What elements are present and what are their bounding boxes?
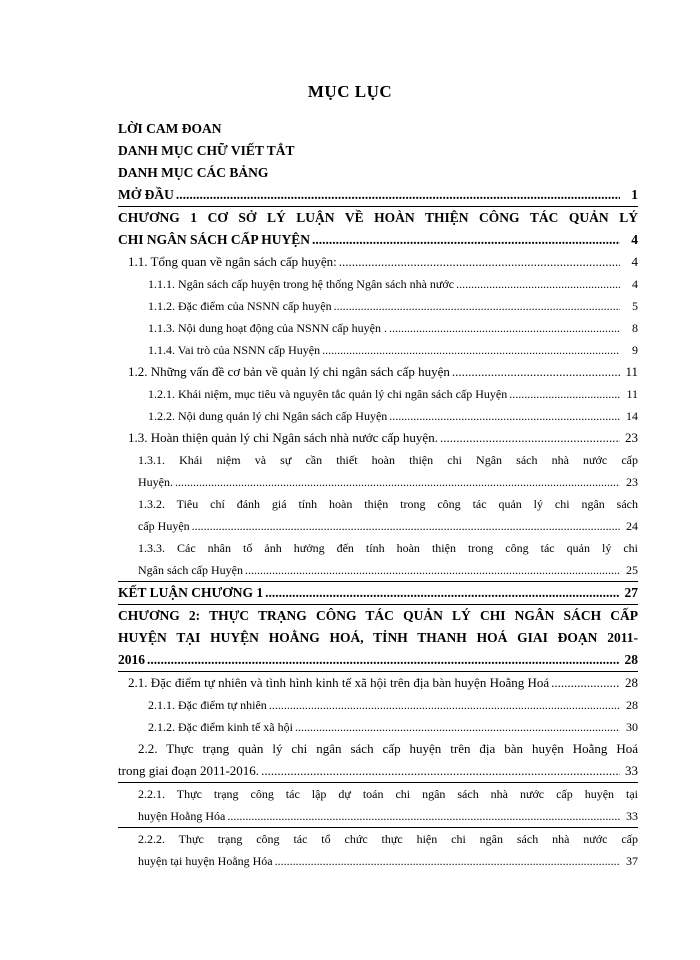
toc-entry[interactable]: [118, 184, 638, 206]
toc-entry[interactable]: [118, 405, 638, 427]
leader-dots: [551, 672, 620, 694]
toc-entry[interactable]: [118, 581, 638, 604]
toc-entry-text: 2.1.2. Đặc điểm kinh tế xã hội: [148, 720, 293, 734]
toc-entry[interactable]: [118, 361, 638, 383]
toc-entry-text: LỜI CAM ĐOAN: [118, 121, 222, 136]
toc-page-number: 23: [625, 430, 638, 445]
toc-entry[interactable]: [118, 782, 638, 827]
leader-dots: [389, 405, 620, 427]
toc-entry-text: DANH MỤC CHỮ VIẾT TẮT: [118, 143, 295, 158]
toc-entry-text: 1.3.3. Các nhân tố ảnh hưởng đến tính hoàn thiện trong công tác quản lý chi: [138, 541, 638, 555]
toc-entry[interactable]: [118, 317, 638, 339]
leader-dots: [322, 339, 620, 361]
toc-entry-text: 1.3.2. Tiêu chí đánh giá tính hoàn thiện trong công tác quản lý chi ngân sách: [138, 497, 638, 511]
toc-page-number: 33: [626, 809, 638, 823]
toc-entry[interactable]: [118, 427, 638, 449]
leader-dots: [452, 361, 620, 383]
toc-entry-text: 1.2.2. Nội dung quản lý chi Ngân sách cấp Huyện: [148, 409, 388, 423]
toc-entry-text: 1.3. Hoàn thiện quản lý chi Ngân sách nhà nước cấp huyện.: [128, 430, 438, 445]
leader-dots: [227, 805, 620, 827]
toc-entry-text: trong giai đoạn 2011-2016.: [118, 763, 260, 778]
toc-entry-text: HUYỆN TẠI HUYỆN HOẰNG HOÁ, TỈNH THANH HOÁ GIAI ĐOẠN 2011-: [118, 630, 638, 645]
toc-page-number: 27: [624, 585, 638, 600]
toc-entry-text: 2.1.1. Đặc điểm tự nhiên: [148, 698, 267, 712]
leader-dots: [269, 694, 620, 716]
toc-page-number: 30: [626, 720, 638, 734]
toc-entry[interactable]: [118, 383, 638, 405]
toc-entry-text: 1.1.1. Ngân sách cấp huyện trong hệ thống Ngân sách nhà nước: [148, 277, 455, 291]
toc-entry[interactable]: [118, 339, 638, 361]
toc-page-number: 4: [631, 254, 638, 269]
toc-entry[interactable]: [118, 738, 638, 782]
table-of-contents: [118, 118, 638, 872]
leader-dots: [192, 515, 620, 537]
toc-page-number: 24: [626, 519, 638, 533]
toc-entry-text: Ngân sách cấp Huyện: [138, 563, 243, 577]
toc-entry-text: 2.2.2. Thực trạng công tác tổ chức thực hiện chi ngân sách nhà nước cấp: [138, 832, 638, 846]
toc-entry-text: 1.1.2. Đặc điểm của NSNN cấp huyện: [148, 299, 332, 313]
toc-entry[interactable]: [118, 206, 638, 251]
leader-dots: [509, 383, 620, 405]
toc-entry[interactable]: [118, 273, 638, 295]
leader-dots: [261, 760, 620, 782]
toc-entry-text: KẾT LUẬN CHƯƠNG 1: [118, 585, 264, 600]
toc-entry[interactable]: [118, 493, 638, 537]
leader-dots: [389, 317, 620, 339]
toc-entry-text: huyện Hoằng Hóa: [138, 809, 226, 823]
toc-entry[interactable]: [118, 694, 638, 716]
toc-entry-text: Huyện.: [138, 475, 173, 489]
leader-dots: [440, 427, 620, 449]
page-title: MỤC LỤC: [307, 82, 393, 101]
toc-entry[interactable]: [118, 118, 638, 140]
leader-dots: [175, 471, 620, 493]
toc-entry[interactable]: [118, 716, 638, 738]
toc-entry-text: 1.2. Những vấn đề cơ bản về quản lý chi ngân sách cấp huyện: [128, 364, 450, 379]
toc-entry-text: 2.1. Đặc điểm tự nhiên và tình hình kinh tế xã hội trên địa bàn huyện Hoằng Hoá: [128, 675, 550, 690]
leader-dots: [334, 295, 620, 317]
toc-page-number: 14: [626, 409, 638, 423]
toc-entry[interactable]: [118, 251, 638, 273]
toc-page-number: 28: [626, 698, 638, 712]
toc-page-number: 23: [626, 475, 638, 489]
toc-page-number: 4: [631, 232, 638, 247]
toc-entry-text: 1.1.3. Nội dung hoạt động của NSNN cấp huyện .: [148, 321, 387, 335]
toc-entry-text: 2.2. Thực trạng quản lý chi ngân sách cấp huyện trên địa bàn huyện Hoằng Hoá: [138, 741, 638, 756]
leader-dots: [295, 716, 620, 738]
toc-entry[interactable]: [118, 295, 638, 317]
toc-entry[interactable]: [118, 671, 638, 694]
toc-page-number: 4: [632, 277, 638, 291]
toc-entry[interactable]: [118, 537, 638, 581]
toc-entry-text: CHƯƠNG 1 CƠ SỞ LÝ LUẬN VỀ HOÀN THIỆN CÔNG TÁC QUẢN LÝ: [118, 210, 638, 225]
toc-entry[interactable]: [118, 162, 638, 184]
toc-entry-text: MỞ ĐẦU: [118, 187, 174, 202]
leader-dots: [456, 273, 620, 295]
leader-dots: [147, 649, 620, 671]
toc-entry-text: CHƯƠNG 2: THỰC TRẠNG CÔNG TÁC QUẢN LÝ CHI NGÂN SÁCH CẤP: [118, 608, 638, 623]
toc-entry-text: 2016: [118, 652, 145, 667]
toc-entry-text: cấp Huyện: [138, 519, 190, 533]
toc-entry-text: 1.1. Tổng quan về ngân sách cấp huyện:: [128, 254, 337, 269]
toc-page-number: 11: [625, 364, 638, 379]
toc-entry[interactable]: [118, 827, 638, 872]
toc-entry-text: huyện tại huyện Hoằng Hóa: [138, 854, 273, 868]
toc-entry[interactable]: [118, 140, 638, 162]
toc-entry[interactable]: [118, 449, 638, 493]
toc-page-number: 25: [626, 563, 638, 577]
toc-page-number: 5: [632, 299, 638, 313]
leader-dots: [339, 251, 620, 273]
leader-dots: [176, 184, 620, 206]
toc-entry[interactable]: [118, 604, 638, 671]
leader-dots: [245, 559, 620, 581]
toc-entry-text: 1.3.1. Khái niệm và sự cần thiết hoàn thiện chi Ngân sách nhà nước cấp: [138, 453, 638, 467]
toc-page-number: 8: [632, 321, 638, 335]
toc-page-number: 33: [625, 763, 638, 778]
toc-entry-text: DANH MỤC CÁC BẢNG: [118, 165, 269, 180]
leader-dots: [265, 582, 620, 604]
toc-entry-text: 1.1.4. Vai trò của NSNN cấp Huyện: [148, 343, 321, 357]
toc-entry-text: 2.2.1. Thực trạng công tác lập dự toán chi ngân sách nhà nước cấp huyện tại: [138, 787, 638, 801]
toc-page-number: 28: [625, 675, 638, 690]
leader-dots: [312, 229, 620, 251]
toc-page-number: 37: [626, 854, 638, 868]
toc-page-number: 28: [624, 652, 638, 667]
toc-page-number: 11: [626, 387, 638, 401]
toc-page-number: 9: [632, 343, 638, 357]
leader-dots: [275, 850, 620, 872]
toc-entry-text: CHI NGÂN SÁCH CẤP HUYỆN: [118, 232, 311, 247]
toc-page-number: 1: [631, 187, 638, 202]
toc-entry-text: 1.2.1. Khái niệm, mục tiêu và nguyên tắc quản lý chi ngân sách cấp Huyện: [148, 387, 508, 401]
